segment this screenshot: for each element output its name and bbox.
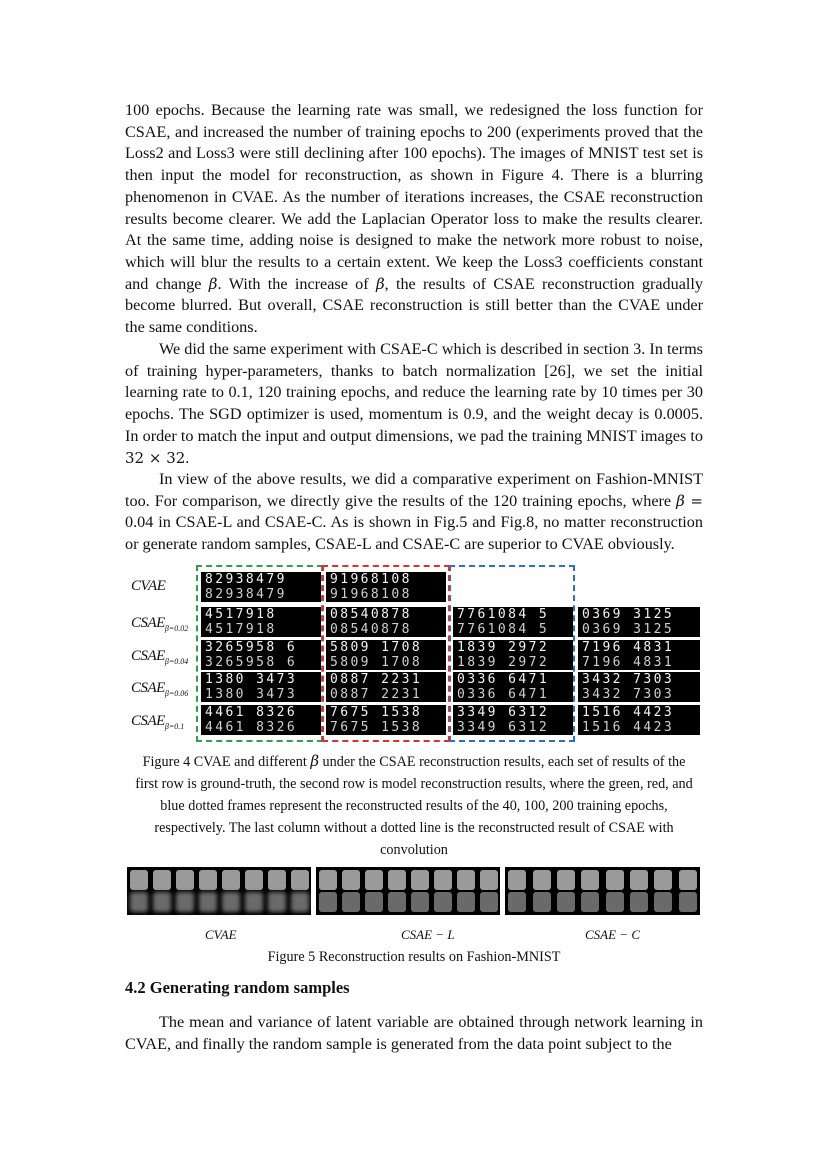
digit-strip: 91968108 91968108 [326,572,446,602]
fashion-thumbnail [130,892,148,912]
fashion-thumbnail [388,870,406,890]
fashion-thumbnail [630,892,648,912]
fashion-thumbnail [199,892,217,912]
paragraph-text: 100 epochs. Because the learning rate was small, we redesigned the loss function for CSAE, and increased the number of training epochs to 200 (experiments proved that the Loss2 and Loss3 were still declining after 100 epochs). The images of MNIST test set is then input the model for reconstruction, as shown in Figure 4. There is a blurring phenomenon in CVAE. As the number of iterations increases, the CSAE reconstruction results become clearer. We add the Laplacian Operator loss to make the results clearer. At the same time, adding noise is designed to make the network more robust to noise, which will blur the results to a certain extent. We keep the Loss3 coefficients constant and change [125,101,703,293]
digit-strip: 0887 2231 0887 2231 [326,672,446,702]
fashion-thumbnail [606,870,624,890]
fashion-thumbnail [679,870,697,890]
fashion-thumbnail [581,892,599,912]
digit-strip: 4461 8326 4461 8326 [201,705,321,735]
fashion-thumbnail [222,870,240,890]
fashion-thumbnail [291,892,309,912]
digit-strip: 08540878 08540878 [326,607,446,637]
fashion-thumbnail [319,870,337,890]
fashion-thumbnail [508,892,526,912]
row-label-csae-006: $CSAE_{\beta=0.06}$ [131,680,189,698]
fashion-thumbnail [153,870,171,890]
paragraph-text: We did the same experiment with CSAE-C which is described in section 3. In terms of training hyper-parameters, thanks to batch normalization [26], we set the initial learning rate to 0.1, 120 training epochs, and reduce the learning rate by 10 times per 30 epochs. The SGD optimizer is used, momentum is 0.9, and the weight decay is 0.0005. In order to match the input and output dimensions, we pad the training MNIST images to [125,340,703,445]
beta-equation: β = [676,491,703,510]
fashion-thumbnail [533,892,551,912]
section-heading: 4.2 Generating random samples [125,978,350,997]
fashion-thumbnail [457,892,475,912]
fashion-thumbnail [654,870,672,890]
fashion-csae-c-strip [505,867,700,915]
fashion-thumbnail [480,892,498,912]
fashion-thumbnail [581,870,599,890]
paragraph-text: In view of the above results, we did a comparative experiment on Fashion-MNIST too. For comparison, we directly give the results of the 120 training epochs, where [125,470,703,510]
fashion-thumbnail [342,892,360,912]
digit-strip: 1839 2972 1839 2972 [453,640,573,670]
digit-strip: 4517918 4517918 [201,607,321,637]
digit-strip: 3265958 6 3265958 6 [201,640,321,670]
fashion-thumbnail [245,892,263,912]
fig5-label-csae-l: CSAE − L [401,927,455,942]
dimension-math: 32 × 32 [125,448,186,467]
figure-4 [125,563,703,743]
fashion-thumbnail [222,892,240,912]
figure-5-caption: Figure 5 Reconstruction results on Fashion-MNIST [267,949,561,965]
digit-strip: 1516 4423 1516 4423 [578,705,700,735]
fashion-thumbnail [199,870,217,890]
fashion-thumbnail [365,870,383,890]
fashion-thumbnail [434,892,452,912]
row-label-csae-01: $CSAE_{\beta=0.1}$ [131,713,185,731]
paragraph-text: 0.04 in CSAE-L and CSAE-C. As is shown in Fig.5 and Fig.8, no matter reconstruction or generate random samples, CSAE-L and CSAE-C are superior to CVAE obviously. [125,513,703,554]
fig5-label-csae-c: CSAE − C [585,927,640,942]
paragraph-random-samples [125,1012,703,1055]
fashion-thumbnail [630,870,648,890]
digit-strip: 3349 6312 3349 6312 [453,705,573,735]
digit-strip: 5809 1708 5809 1708 [326,640,446,670]
fashion-thumbnail [268,892,286,912]
red-frame-100-epochs [322,565,450,742]
fashion-thumbnail [679,892,697,912]
row-label-cvae: CVAE [131,578,166,594]
fashion-thumbnail [508,870,526,890]
fashion-thumbnail [654,892,672,912]
green-frame-40-epochs [196,565,323,742]
fashion-thumbnail [480,870,498,890]
fashion-thumbnail [533,870,551,890]
fashion-thumbnail [411,870,429,890]
fashion-csae-l-strip [316,867,500,915]
digit-strip: 1380 3473 1380 3473 [201,672,321,702]
paragraph-text: . With the increase of [217,274,369,293]
digit-strip: 0336 6471 0336 6471 [453,672,573,702]
fashion-thumbnail [130,870,148,890]
fashion-thumbnail [365,892,383,912]
fashion-thumbnail [268,870,286,890]
digit-strip: 7196 4831 7196 4831 [578,640,700,670]
paragraph-fashion-mnist [125,469,703,556]
digit-strip: 82938479 82938479 [201,572,321,602]
beta-symbol: β [375,274,385,293]
fashion-thumbnail [606,892,624,912]
fashion-thumbnail [176,892,194,912]
digit-strip: 3432 7303 3432 7303 [578,672,700,702]
fashion-thumbnail [457,870,475,890]
fashion-thumbnail [319,892,337,912]
fashion-cvae-strip [127,867,311,915]
fashion-thumbnail [411,892,429,912]
paragraph-text: The mean and variance of latent variable are obtained through network learning in CVAE, and finally the random sample is generated from the data point subject to the [125,1013,703,1053]
digit-strip: 0369 3125 0369 3125 [578,607,700,637]
fashion-thumbnail [176,870,194,890]
fashion-thumbnail [557,892,575,912]
fashion-thumbnail [342,870,360,890]
fashion-thumbnail [434,870,452,890]
row-label-csae-004: $CSAE_{\beta=0.04}$ [131,648,189,666]
paragraph-epochs [125,100,703,339]
row-label-csae-002: $CSAE_{\beta=0.02}$ [131,615,189,633]
digit-strip: 7675 1538 7675 1538 [326,705,446,735]
paragraph-csae-c [125,339,703,469]
fashion-thumbnail [557,870,575,890]
fig5-label-cvae: CVAE [205,927,237,942]
beta-symbol: β [208,274,218,293]
fashion-thumbnail [388,892,406,912]
fashion-thumbnail [153,892,171,912]
fashion-thumbnail [291,870,309,890]
blue-frame-200-epochs [449,565,575,742]
figure-4-caption: Figure 4 CVAE and different β under the CSAE reconstruction results, each set of results of the first row is ground-truth, the second row is model reconstruction results, where the green, red, and blue dotted frames represent the reconstructed results of the 40, 100, 200 training epochs, respectively. The last column without a dotted line is the reconstructed result of CSAE with convolution [135,752,693,858]
paragraph-text: , the results of CSAE reconstruction gradually become blurred. But overall, CSAE reconstruction is still better than the CVAE under the same conditions. [125,274,704,337]
fashion-thumbnail [245,870,263,890]
paragraph-text: . [185,448,190,467]
digit-strip: 7761084 5 7761084 5 [453,607,573,637]
